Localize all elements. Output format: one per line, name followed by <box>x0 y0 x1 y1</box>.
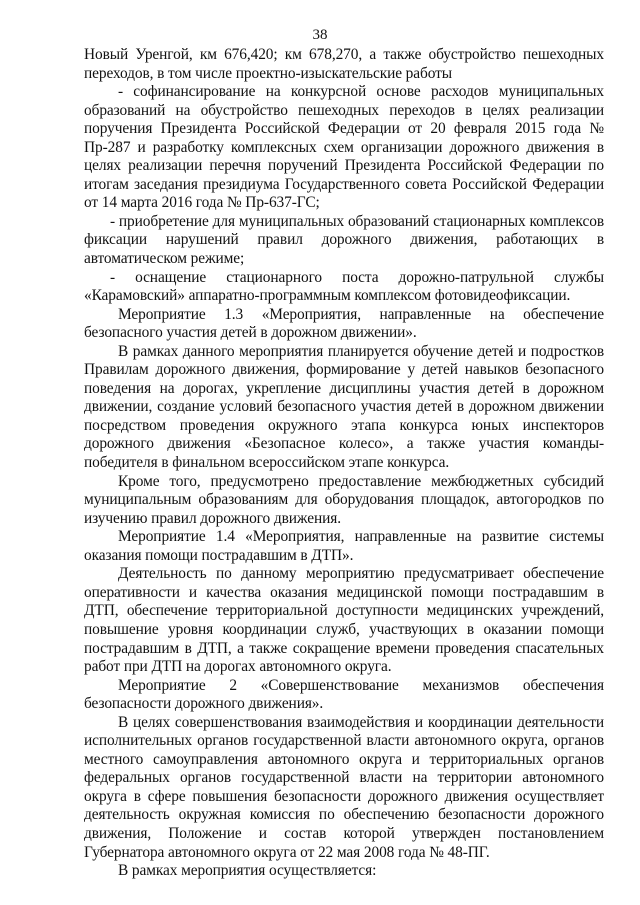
body-text <box>84 46 604 881</box>
paragraph-10: Мероприятие 2 «Совершенствование механизмов обеспечения безопасности дорожного движения». <box>84 676 604 713</box>
paragraph-3: - приобретение для муниципальных образований стационарных комплексов фиксации нарушений правил дорожного движения, работающих в автоматическом режиме; <box>84 212 604 268</box>
paragraph-2: - софинансирование на конкурсной основе расходов муниципальных образований на обустройство пешеходных переходов в целях реализации поручения Президента Российской Федерации от 20 февраля 2015 года № Пр-287 и разработку комплексных схем организации дорожного движения в целях реализации перечня поручений Президента Российской Федерации по итогам заседания президиума Государственного совета Российской Федерации от 14 марта 2016 года № Пр-637-ГС; <box>84 83 604 212</box>
paragraph-6: В рамках данного мероприятия планируется обучение детей и подростков Правилам дорожного движения, формирование у детей навыков безопасного поведения на дорогах, укрепление дисциплины участия детей в дорожном движении, создание условий безопасного участия детей в дорожном движении посредством проведения окружного этапа конкурса юных инспекторов дорожного движения «Безопасное колесо», а также участия команды-победителя в финальном всероссийском этапе конкурса. <box>84 342 604 472</box>
paragraph-4: - оснащение стационарного поста дорожно-патрульной службы «Карамовский» аппаратно-программным комплексом фотовидеофиксации. <box>84 268 604 305</box>
paragraph-7: Кроме того, предусмотрено предоставление межбюджетных субсидий муниципальным образованиям для оборудования площадок, автогородков по изучению правил дорожного движения. <box>84 472 604 527</box>
paragraph-12: В рамках мероприятия осуществляется: <box>118 862 377 880</box>
paragraph-11: В целях совершенствования взаимодействия и координации деятельности исполнительных органов государственной власти автономного округа, органов местного самоуправления автономного округа и территориальных органов федеральных органов государственной власти на территории автономного округа в сфере повышения безопасности дорожного движения осуществляет деятельность окружная комиссия по обеспечению безопасности дорожного движения, Положение и состав которой утвержден постановлением Губернатора автономного округа от 22 мая 2008 года № 48-ПГ. <box>84 713 604 861</box>
paragraph-8: Мероприятие 1.4 «Мероприятия, направленные на развитие системы оказания помощи пострадавшим в ДТП». <box>84 528 604 564</box>
page-number: 38 <box>312 27 328 43</box>
paragraph-5: Мероприятие 1.3 «Мероприятия, направленные на обеспечение безопасного участия детей в дорожном движении». <box>84 305 604 342</box>
paragraph-1: Новый Уренгой, км 676,420; км 678,270, а также обустройство пешеходных переходов, в том числе проектно-изыскательские работы <box>84 46 604 82</box>
paragraph-9: Деятельность по данному мероприятию предусматривает обеспечение оперативности и качества оказания медицинской помощи пострадавшим в ДТП, обеспечение территориальной доступности медицинских учреждений, повышение уровня координации служб, участвующих в оказании помощи пострадавшим в ДТП, а также сокращение времени проведения спасательных работ при ДТП на дорогах автономного округа. <box>84 565 604 676</box>
